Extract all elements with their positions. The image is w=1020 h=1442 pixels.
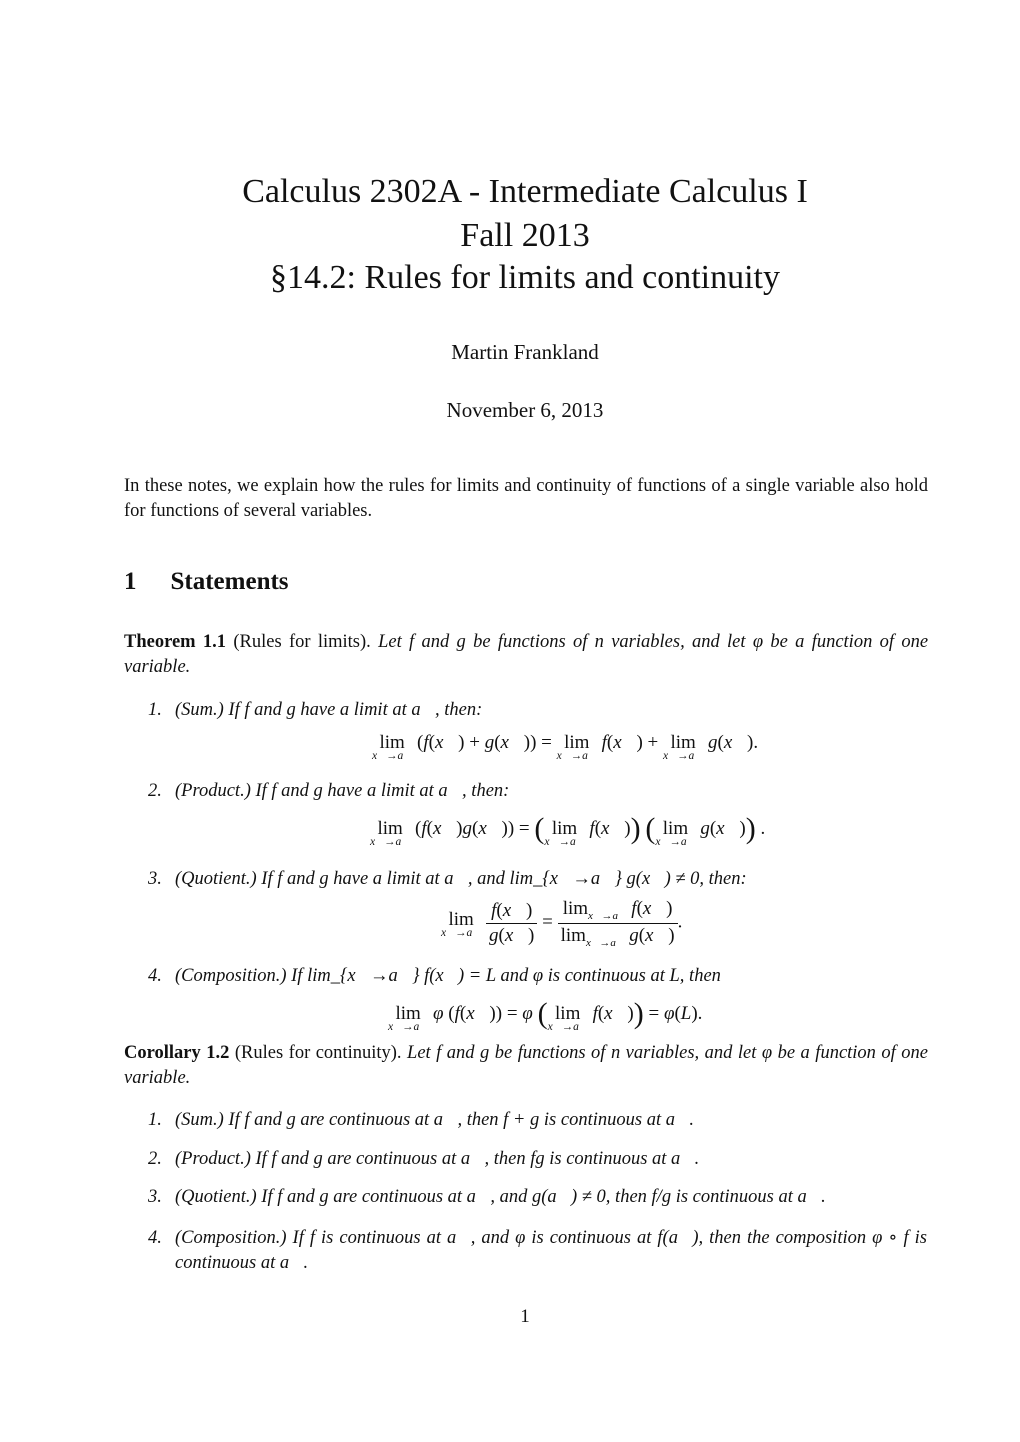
item-text: (Sum.) If f and g have a limit at a⃗, then: bbox=[175, 700, 483, 720]
theorem-label: Theorem 1.1 bbox=[124, 632, 227, 652]
corollary-statement bbox=[124, 1041, 928, 1091]
corollary-item-1 bbox=[148, 1108, 928, 1133]
theorem-item-2 bbox=[148, 779, 928, 804]
theorem-item-4 bbox=[148, 964, 928, 989]
section-heading bbox=[124, 568, 289, 596]
item-number: 3. bbox=[148, 869, 162, 889]
corollary-item-4 bbox=[148, 1226, 928, 1276]
title-line-1: Calculus 2302A - Intermediate Calculus I bbox=[242, 173, 808, 210]
corollary-item-2 bbox=[148, 1147, 928, 1172]
item-number: 4. bbox=[148, 966, 162, 986]
theorem-formula-4: lim x⃗→a⃗ φ (f(x⃗)) = φ ( lim x⃗→a⃗ f(x⃗)) = φ(L). bbox=[388, 997, 703, 1033]
theorem-item-3 bbox=[148, 867, 928, 892]
corollary-label: Corollary 1.2 bbox=[124, 1043, 230, 1063]
item-text: (Quotient.) If f and g are continuous at a⃗, and g(a⃗) ≠ 0, then f/g is continuous at a⃗. bbox=[175, 1187, 826, 1207]
title-line-2: Fall 2013 bbox=[460, 217, 590, 254]
item-text: (Product.) If f and g have a limit at a⃗, then: bbox=[175, 781, 510, 801]
theorem-name: (Rules for limits). bbox=[233, 632, 371, 652]
theorem-item-1 bbox=[148, 698, 928, 723]
theorem-text: Let f and g be functions of n variables, and let φ be a function of one variable. bbox=[124, 632, 929, 677]
abstract: In these notes, we explain how the rules for limits and continuity of functions of a single variable also hold for functions of several variables. bbox=[124, 476, 928, 521]
item-number: 1. bbox=[148, 700, 162, 720]
item-number: 4. bbox=[148, 1228, 162, 1248]
corollary-name: (Rules for continuity). bbox=[234, 1043, 402, 1063]
item-text: (Sum.) If f and g are continuous at a⃗, then f + g is continuous at a⃗. bbox=[175, 1110, 694, 1130]
date: November 6, 2013 bbox=[446, 398, 604, 422]
theorem-formula-1: lim x⃗→a⃗ (f(x⃗) + g(x⃗)) = lim x⃗→a⃗ f(x⃗) + lim x⃗→a⃗ g(x⃗). bbox=[372, 732, 759, 762]
item-number: 3. bbox=[148, 1187, 162, 1207]
theorem-statement bbox=[124, 630, 928, 680]
theorem-formula-3: lim x⃗→a⃗ $\frac{f(x⃗)}{g(x⃗)}$ = $\frac{\lim_{x⃗\to a⃗} f(x⃗)}{\lim_{x⃗\to a⃗} g(x⃗)}$ . bbox=[441, 898, 683, 949]
item-text: (Composition.) If f is continuous at a⃗, and φ is continuous at f(a⃗), then the composition φ ∘ f is continuous at a⃗. bbox=[175, 1228, 927, 1273]
item-text: (Quotient.) If f and g have a limit at a⃗, and lim_{x⃗→a⃗} g(x⃗) ≠ 0, then: bbox=[175, 869, 747, 889]
section-title: Statements bbox=[170, 568, 289, 595]
item-number: 1. bbox=[148, 1110, 162, 1130]
page-number: 1 bbox=[520, 1306, 530, 1327]
item-text: (Composition.) If lim_{x⃗→a⃗} f(x⃗) = L and φ is continuous at L, then bbox=[175, 966, 721, 986]
section-number: 1 bbox=[124, 568, 137, 595]
item-text: (Product.) If f and g are continuous at a⃗, then fg is continuous at a⃗. bbox=[175, 1149, 700, 1169]
item-number: 2. bbox=[148, 1149, 162, 1169]
title-line-3: §14.2: Rules for limits and continuity bbox=[270, 259, 780, 296]
author: Martin Frankland bbox=[451, 340, 599, 364]
corollary-item-3 bbox=[148, 1185, 928, 1210]
corollary-text: Let f and g be functions of n variables, and let φ be a function of one variable. bbox=[124, 1043, 929, 1088]
item-number: 2. bbox=[148, 781, 162, 801]
theorem-formula-2: lim x⃗→a⃗ (f(x⃗)g(x⃗)) = ( lim x⃗→a⃗ f(x⃗)) ( lim x⃗→a⃗ g(x⃗)) . bbox=[370, 812, 766, 848]
